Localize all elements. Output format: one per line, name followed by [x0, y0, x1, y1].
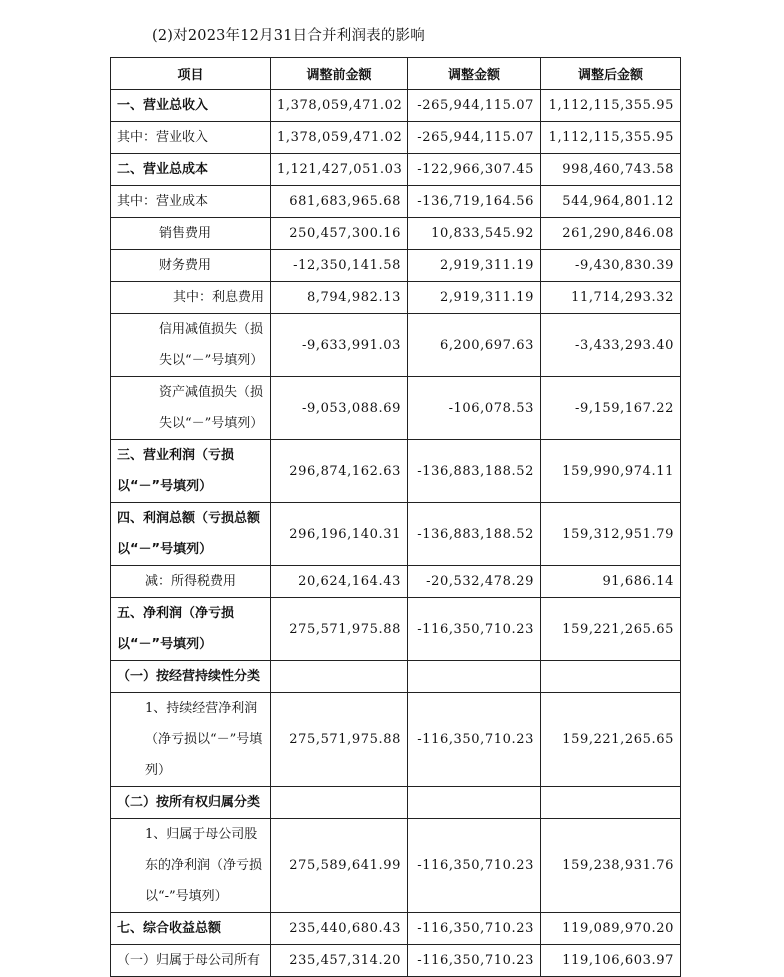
- row-after-amount: 159,221,265.65: [541, 598, 681, 661]
- row-before-amount: 1,378,059,471.02: [271, 90, 408, 122]
- row-item-label: 1、持续经营净利润（净亏损以“－”号填列）: [111, 693, 271, 787]
- row-adjustment-amount: -116,350,710.23: [408, 945, 541, 977]
- row-before-amount: -9,633,991.03: [271, 314, 408, 377]
- row-adjustment-amount: -136,883,188.52: [408, 440, 541, 503]
- row-item-label: （一）按经营持续性分类: [111, 661, 271, 693]
- row-before-amount: 235,440,680.43: [271, 913, 408, 945]
- row-before-amount: 1,378,059,471.02: [271, 122, 408, 154]
- table-row: [111, 819, 681, 913]
- row-adjustment-amount: [408, 661, 541, 693]
- row-adjustment-amount: 6,200,697.63: [408, 314, 541, 377]
- table-row: [111, 122, 681, 154]
- row-after-amount: 159,238,931.76: [541, 819, 681, 913]
- row-item-label: 一、营业总收入: [111, 90, 271, 122]
- table-row: [111, 945, 681, 977]
- row-after-amount: -3,433,293.40: [541, 314, 681, 377]
- row-adjustment-amount: -106,078.53: [408, 377, 541, 440]
- row-before-amount: 275,589,641.99: [271, 819, 408, 913]
- row-before-amount: 275,571,975.88: [271, 598, 408, 661]
- row-before-amount: 275,571,975.88: [271, 693, 408, 787]
- row-after-amount: -9,159,167.22: [541, 377, 681, 440]
- row-item-label: （一）归属于母公司所有: [111, 945, 271, 977]
- row-before-amount: 681,683,965.68: [271, 186, 408, 218]
- table-row: [111, 440, 681, 503]
- table-row: [111, 377, 681, 440]
- header-adjustment-amount: 调整金额: [408, 58, 541, 90]
- table-row: [111, 186, 681, 218]
- row-item-label: 三、营业利润（亏损以“－”号填列）: [111, 440, 271, 503]
- table-row: [111, 282, 681, 314]
- row-adjustment-amount: -116,350,710.23: [408, 913, 541, 945]
- row-after-amount: 1,112,115,355.95: [541, 90, 681, 122]
- row-item-label: 七、综合收益总额: [111, 913, 271, 945]
- row-before-amount: 1,121,427,051.03: [271, 154, 408, 186]
- row-item-label: 资产减值损失（损失以“－”号填列）: [111, 377, 271, 440]
- row-after-amount: 544,964,801.12: [541, 186, 681, 218]
- row-item-label: 五、净利润（净亏损以“－”号填列）: [111, 598, 271, 661]
- table-row: [111, 598, 681, 661]
- row-adjustment-amount: -116,350,710.23: [408, 598, 541, 661]
- row-item-label: 其中：营业成本: [111, 186, 271, 218]
- row-item-label: 二、营业总成本: [111, 154, 271, 186]
- header-item: 项目: [111, 58, 271, 90]
- income-statement-table: [110, 57, 681, 977]
- table-row: [111, 503, 681, 566]
- row-after-amount: 119,106,603.97: [541, 945, 681, 977]
- row-item-label: 其中：利息费用: [111, 282, 271, 314]
- row-adjustment-amount: -116,350,710.23: [408, 693, 541, 787]
- table-row: [111, 566, 681, 598]
- header-before-amount: 调整前金额: [271, 58, 408, 90]
- row-before-amount: 296,196,140.31: [271, 503, 408, 566]
- row-after-amount: 998,460,743.58: [541, 154, 681, 186]
- row-after-amount: 119,089,970.20: [541, 913, 681, 945]
- row-before-amount: -9,053,088.69: [271, 377, 408, 440]
- row-adjustment-amount: 2,919,311.19: [408, 282, 541, 314]
- row-adjustment-amount: 2,919,311.19: [408, 250, 541, 282]
- row-item-label: （二）按所有权归属分类: [111, 787, 271, 819]
- table-row: [111, 90, 681, 122]
- row-item-label: 财务费用: [111, 250, 271, 282]
- row-after-amount: [541, 787, 681, 819]
- row-after-amount: 91,686.14: [541, 566, 681, 598]
- row-item-label: 其中：营业收入: [111, 122, 271, 154]
- row-before-amount: 235,457,314.20: [271, 945, 408, 977]
- table-row: [111, 661, 681, 693]
- row-item-label: 四、利润总额（亏损总额以“－”号填列）: [111, 503, 271, 566]
- row-after-amount: [541, 661, 681, 693]
- row-adjustment-amount: -136,719,164.56: [408, 186, 541, 218]
- table-row: [111, 218, 681, 250]
- row-adjustment-amount: -116,350,710.23: [408, 819, 541, 913]
- row-item-label: 1、归属于母公司股东的净利润（净亏损以“-”号填列）: [111, 819, 271, 913]
- row-before-amount: [271, 787, 408, 819]
- row-after-amount: -9,430,830.39: [541, 250, 681, 282]
- row-adjustment-amount: -265,944,115.07: [408, 90, 541, 122]
- table-row: [111, 913, 681, 945]
- table-header-row: [111, 58, 681, 90]
- row-adjustment-amount: 10,833,545.92: [408, 218, 541, 250]
- table-row: [111, 693, 681, 787]
- header-after-amount: 调整后金额: [541, 58, 681, 90]
- table-row: [111, 154, 681, 186]
- table-caption: (2)对2023年12月31日合并利润表的影响: [152, 28, 425, 44]
- row-adjustment-amount: -122,966,307.45: [408, 154, 541, 186]
- row-after-amount: 159,312,951.79: [541, 503, 681, 566]
- row-adjustment-amount: [408, 787, 541, 819]
- row-after-amount: 1,112,115,355.95: [541, 122, 681, 154]
- table-row: [111, 787, 681, 819]
- row-item-label: 信用减值损失（损失以“－”号填列）: [111, 314, 271, 377]
- row-adjustment-amount: -20,532,478.29: [408, 566, 541, 598]
- row-after-amount: 159,990,974.11: [541, 440, 681, 503]
- row-before-amount: [271, 661, 408, 693]
- row-after-amount: 261,290,846.08: [541, 218, 681, 250]
- row-adjustment-amount: -136,883,188.52: [408, 503, 541, 566]
- row-before-amount: 8,794,982.13: [271, 282, 408, 314]
- row-item-label: 销售费用: [111, 218, 271, 250]
- row-before-amount: -12,350,141.58: [271, 250, 408, 282]
- row-before-amount: 250,457,300.16: [271, 218, 408, 250]
- table-row: [111, 250, 681, 282]
- table-row: [111, 314, 681, 377]
- row-before-amount: 296,874,162.63: [271, 440, 408, 503]
- row-after-amount: 159,221,265.65: [541, 693, 681, 787]
- row-after-amount: 11,714,293.32: [541, 282, 681, 314]
- row-adjustment-amount: -265,944,115.07: [408, 122, 541, 154]
- row-before-amount: 20,624,164.43: [271, 566, 408, 598]
- row-item-label: 减：所得税费用: [111, 566, 271, 598]
